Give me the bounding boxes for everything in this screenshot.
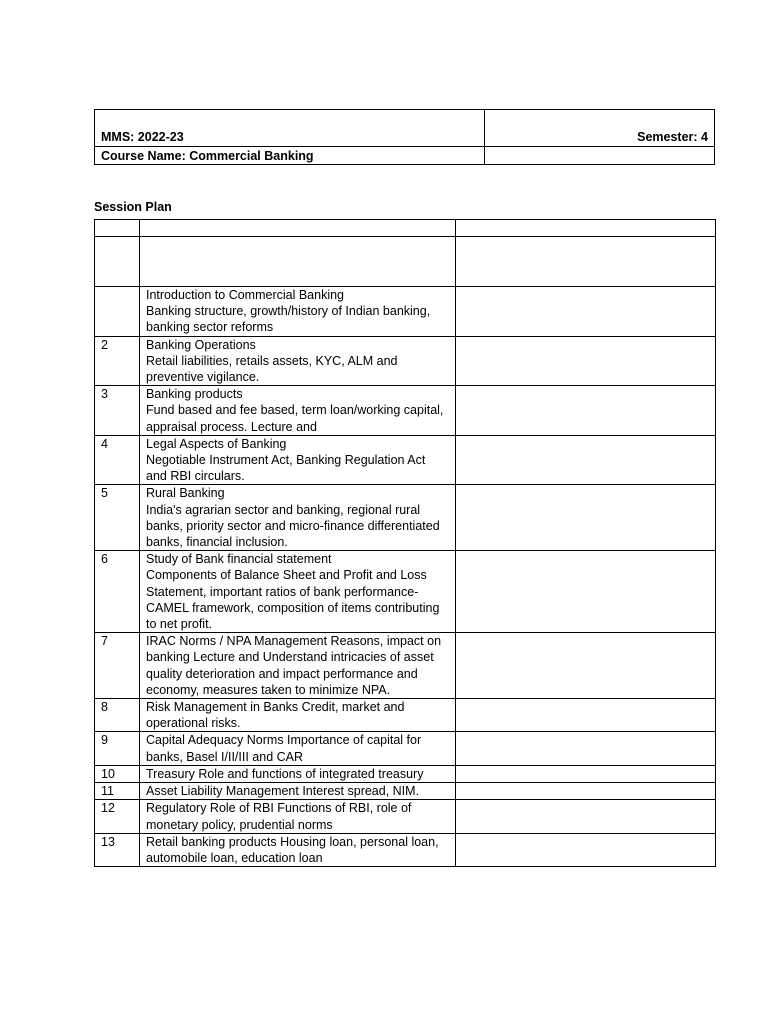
- table-header-cell: [95, 220, 140, 237]
- session-topic: Retail banking products Housing loan, personal loan, automobile loan, education loan: [140, 833, 456, 866]
- session-notes: [456, 765, 716, 782]
- session-number: 5: [95, 485, 140, 551]
- table-row: [95, 386, 716, 436]
- session-number: 6: [95, 551, 140, 633]
- session-topic: Rural Banking India's agrarian sector and banking, regional rural banks, priority sector and micro-finance differentiated banks, financial inclusion.: [140, 485, 456, 551]
- table-header-row: [95, 220, 716, 237]
- table-row: [95, 336, 716, 386]
- table-row: [95, 800, 716, 833]
- session-notes: [456, 485, 716, 551]
- table-row: [95, 833, 716, 866]
- session-number: 11: [95, 783, 140, 800]
- session-notes: [456, 699, 716, 732]
- table-row: [95, 287, 716, 337]
- table-row: [95, 485, 716, 551]
- course-right-cell: [485, 147, 715, 165]
- session-topic: Risk Management in Banks Credit, market and operational risks.: [140, 699, 456, 732]
- course-name: Course Name: Commercial Banking: [95, 147, 485, 165]
- session-topic: Study of Bank financial statement Components of Balance Sheet and Profit and Loss Statement, important ratios of bank performance-CAMEL framework, composition of items contributing to net profit.: [140, 551, 456, 633]
- table-row: [95, 765, 716, 782]
- session-number: 12: [95, 800, 140, 833]
- session-number: 4: [95, 435, 140, 485]
- session-number: 8: [95, 699, 140, 732]
- session-notes: [456, 783, 716, 800]
- session-topic: Introduction to Commercial Banking Banking structure, growth/history of Indian banking, banking sector reforms: [140, 287, 456, 337]
- session-number: 7: [95, 633, 140, 699]
- session-topic: Asset Liability Management Interest spread, NIM.: [140, 783, 456, 800]
- table-row: [95, 551, 716, 633]
- session-notes: [456, 336, 716, 386]
- session-notes: [456, 833, 716, 866]
- table-row: [95, 435, 716, 485]
- session-plan-title: Session Plan: [94, 200, 172, 214]
- session-notes: [456, 287, 716, 337]
- header-row-program: [95, 110, 715, 147]
- session-topic: IRAC Norms / NPA Management Reasons, impact on banking Lecture and Understand intricacies of asset quality deterioration and impact performance and economy, measures taken to minimize NPA.: [140, 633, 456, 699]
- table-blank-row: [95, 237, 716, 287]
- session-number: 3: [95, 386, 140, 436]
- session-topic: Banking products Fund based and fee based, term loan/working capital, appraisal process. Lecture and: [140, 386, 456, 436]
- header-row-course: [95, 147, 715, 165]
- session-plan-table: [94, 219, 716, 867]
- course-header-table: [94, 109, 715, 165]
- program-year: MMS: 2022-23: [95, 110, 485, 147]
- session-plan-body: [95, 220, 716, 867]
- session-notes: [456, 435, 716, 485]
- table-blank-cell: [140, 237, 456, 287]
- semester-label: Semester: 4: [485, 110, 715, 147]
- table-header-cell: [456, 220, 716, 237]
- session-notes: [456, 633, 716, 699]
- session-notes: [456, 551, 716, 633]
- session-number: 2: [95, 336, 140, 386]
- table-row: [95, 783, 716, 800]
- session-number: 13: [95, 833, 140, 866]
- session-topic: Capital Adequacy Norms Importance of capital for banks, Basel I/II/III and CAR: [140, 732, 456, 765]
- session-number: [95, 287, 140, 337]
- session-notes: [456, 386, 716, 436]
- table-row: [95, 699, 716, 732]
- session-topic: Treasury Role and functions of integrated treasury: [140, 765, 456, 782]
- session-notes: [456, 800, 716, 833]
- session-number: 9: [95, 732, 140, 765]
- table-row: [95, 633, 716, 699]
- session-notes: [456, 732, 716, 765]
- session-topic: Legal Aspects of Banking Negotiable Instrument Act, Banking Regulation Act and RBI circulars.: [140, 435, 456, 485]
- session-number: 10: [95, 765, 140, 782]
- table-row: [95, 732, 716, 765]
- session-topic: Regulatory Role of RBI Functions of RBI, role of monetary policy, prudential norms: [140, 800, 456, 833]
- table-blank-cell: [456, 237, 716, 287]
- session-topic: Banking Operations Retail liabilities, retails assets, KYC, ALM and preventive vigilance.: [140, 336, 456, 386]
- table-blank-cell: [95, 237, 140, 287]
- table-header-cell: [140, 220, 456, 237]
